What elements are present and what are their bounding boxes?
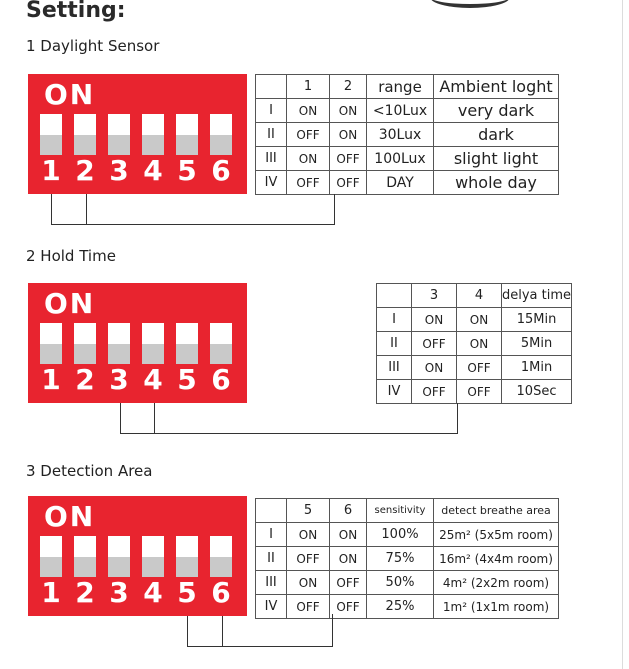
table-cell: I — [256, 523, 287, 547]
switch-knob — [40, 536, 62, 557]
table-cell: II — [256, 547, 287, 571]
table-cell: OFF — [457, 356, 502, 380]
table-cell: 100% — [367, 523, 434, 547]
table-row — [256, 523, 559, 547]
dip-switch-block — [28, 283, 247, 403]
table-header-cell — [256, 75, 287, 99]
table-cell: OFF — [412, 380, 457, 404]
switch-knob — [142, 323, 164, 344]
wire-switch-6 — [222, 616, 223, 647]
table-cell: IV — [256, 171, 287, 195]
switch-knob — [142, 114, 164, 135]
switch-number: 5 — [177, 154, 197, 187]
switch-number: 3 — [109, 363, 129, 396]
dip-switch-block — [28, 74, 247, 194]
table-header-cell: 3 — [412, 284, 457, 308]
table-row — [256, 123, 559, 147]
table-cell: III — [377, 356, 412, 380]
table-cell: dark — [434, 123, 559, 147]
switch-knob — [142, 536, 164, 557]
dip-switch-2[interactable] — [74, 536, 96, 577]
table-header-cell: Ambient loght — [434, 75, 559, 99]
table-cell: OFF — [412, 332, 457, 356]
table-row — [377, 308, 572, 332]
table-header-cell: sensitivity — [367, 499, 434, 523]
table-cell: 25m² (5x5m room) — [434, 523, 559, 547]
table-row — [256, 99, 559, 123]
table-cell: ON — [287, 147, 330, 171]
table-header-cell: 2 — [330, 75, 367, 99]
dip-switch-4[interactable] — [142, 536, 164, 577]
dip-switch-6[interactable] — [210, 114, 232, 155]
switch-knob — [40, 323, 62, 344]
table-header-cell: delya time — [502, 284, 572, 308]
switch-number: 6 — [211, 154, 231, 187]
switch-knob — [210, 323, 232, 344]
table-row — [256, 171, 559, 195]
table-cell: ON — [287, 99, 330, 123]
dip-switch-6[interactable] — [210, 536, 232, 577]
table-cell: slight light — [434, 147, 559, 171]
table-cell: ON — [330, 523, 367, 547]
table-row — [256, 547, 559, 571]
switch-number: 5 — [177, 363, 197, 396]
table-cell: 1m² (1x1m room) — [434, 595, 559, 619]
switch-knob — [176, 114, 198, 135]
table-cell: ON — [287, 523, 330, 547]
dip-switch-2[interactable] — [74, 323, 96, 364]
table-cell: ON — [457, 308, 502, 332]
table-cell: 25% — [367, 595, 434, 619]
wire-switch-5 — [187, 616, 188, 647]
switch-knob — [74, 536, 96, 557]
switch-knob — [210, 536, 232, 557]
section-heading-hold-time: 2 Hold Time — [26, 247, 116, 265]
table-cell: I — [256, 99, 287, 123]
switch-number: 1 — [41, 576, 61, 609]
dip-switch-4[interactable] — [142, 323, 164, 364]
wire-to-table-daylight — [334, 194, 335, 225]
table-cell: III — [256, 147, 287, 171]
table-cell: ON — [330, 547, 367, 571]
dip-switch-4[interactable] — [142, 114, 164, 155]
table-cell: OFF — [330, 571, 367, 595]
table-row — [377, 356, 572, 380]
switch-number: 1 — [41, 363, 61, 396]
dip-switch-1[interactable] — [40, 536, 62, 577]
table-cell: very dark — [434, 99, 559, 123]
table-cell: OFF — [457, 380, 502, 404]
switch-knob — [108, 323, 130, 344]
table-cell: 10Sec — [502, 380, 572, 404]
table-header-cell: range — [367, 75, 434, 99]
table-cell: ON — [330, 123, 367, 147]
wire-switch-2 — [86, 194, 87, 225]
dip-switch-5[interactable] — [176, 536, 198, 577]
dip-switch-3[interactable] — [108, 536, 130, 577]
daylight-config-table — [255, 74, 559, 195]
switch-number: 5 — [177, 576, 197, 609]
switch-knob — [176, 536, 198, 557]
table-cell: II — [377, 332, 412, 356]
dip-switch-3[interactable] — [108, 114, 130, 155]
table-header-cell: 4 — [457, 284, 502, 308]
table-cell: 50% — [367, 571, 434, 595]
table-cell: DAY — [367, 171, 434, 195]
switch-number: 3 — [109, 576, 129, 609]
table-cell: OFF — [330, 595, 367, 619]
wire-switch-1 — [51, 194, 52, 225]
table-cell: OFF — [330, 147, 367, 171]
table-cell: 5Min — [502, 332, 572, 356]
on-label: ON — [44, 287, 96, 320]
switch-number: 6 — [211, 363, 231, 396]
switch-number: 4 — [143, 154, 163, 187]
table-cell: 100Lux — [367, 147, 434, 171]
section-heading-detection-area: 3 Detection Area — [26, 462, 153, 480]
wire-bus-hold-time — [120, 433, 458, 434]
switch-knob — [108, 536, 130, 557]
table-row — [256, 147, 559, 171]
switch-number: 6 — [211, 576, 231, 609]
table-cell: ON — [412, 308, 457, 332]
table-cell: whole day — [434, 171, 559, 195]
page-title: Setting: — [26, 0, 126, 23]
table-cell: OFF — [287, 123, 330, 147]
table-cell: OFF — [287, 595, 330, 619]
table-row — [256, 595, 559, 619]
detection-area-config-table — [255, 498, 559, 619]
table-cell: 15Min — [502, 308, 572, 332]
dip-switch-2[interactable] — [74, 114, 96, 155]
table-header-cell — [377, 284, 412, 308]
switch-knob — [74, 323, 96, 344]
section-heading-daylight-sensor: 1 Daylight Sensor — [26, 37, 160, 55]
table-cell: ON — [457, 332, 502, 356]
on-label: ON — [44, 78, 96, 111]
table-header-cell: detect breathe area — [434, 499, 559, 523]
table-header-cell: 6 — [330, 499, 367, 523]
table-cell: 16m² (4x4m room) — [434, 547, 559, 571]
dip-switch-1[interactable] — [40, 323, 62, 364]
table-cell: ON — [287, 571, 330, 595]
switch-knob — [74, 114, 96, 135]
table-cell: II — [256, 123, 287, 147]
dip-switch-1[interactable] — [40, 114, 62, 155]
switch-number: 2 — [75, 363, 95, 396]
table-cell: I — [377, 308, 412, 332]
switch-knob — [210, 114, 232, 135]
table-cell: 4m² (2x2m room) — [434, 571, 559, 595]
hold-time-config-table — [376, 283, 572, 404]
on-label: ON — [44, 500, 96, 533]
table-row — [377, 380, 572, 404]
switch-number: 4 — [143, 576, 163, 609]
switch-knob — [40, 114, 62, 135]
table-cell: IV — [377, 380, 412, 404]
table-cell: OFF — [287, 171, 330, 195]
decorative-arc — [430, 0, 510, 8]
table-cell: 1Min — [502, 356, 572, 380]
switch-number: 3 — [109, 154, 129, 187]
dip-switch-5[interactable] — [176, 323, 198, 364]
wire-switch-4 — [154, 403, 155, 434]
table-cell: OFF — [330, 171, 367, 195]
wire-bus-detection — [187, 646, 333, 647]
table-cell: IV — [256, 595, 287, 619]
table-cell: III — [256, 571, 287, 595]
switch-knob — [176, 323, 198, 344]
table-cell: ON — [330, 99, 367, 123]
dip-switch-5[interactable] — [176, 114, 198, 155]
table-row — [377, 332, 572, 356]
switch-knob — [108, 114, 130, 135]
table-row — [256, 571, 559, 595]
wire-switch-3 — [120, 403, 121, 434]
table-header-cell — [256, 499, 287, 523]
table-cell: <10Lux — [367, 99, 434, 123]
table-cell: 30Lux — [367, 123, 434, 147]
switch-number: 4 — [143, 363, 163, 396]
dip-switch-3[interactable] — [108, 323, 130, 364]
page-edge-divider — [622, 0, 623, 669]
switch-number: 2 — [75, 576, 95, 609]
wire-to-table-detection — [332, 614, 333, 647]
table-header-cell: 1 — [287, 75, 330, 99]
wire-bus-daylight — [51, 224, 335, 225]
switch-number: 1 — [41, 154, 61, 187]
wire-to-table-hold-time — [457, 403, 458, 434]
table-header-cell: 5 — [287, 499, 330, 523]
dip-switch-6[interactable] — [210, 323, 232, 364]
table-cell: ON — [412, 356, 457, 380]
table-cell: 75% — [367, 547, 434, 571]
dip-switch-block — [28, 496, 247, 616]
switch-number: 2 — [75, 154, 95, 187]
table-cell: OFF — [287, 547, 330, 571]
